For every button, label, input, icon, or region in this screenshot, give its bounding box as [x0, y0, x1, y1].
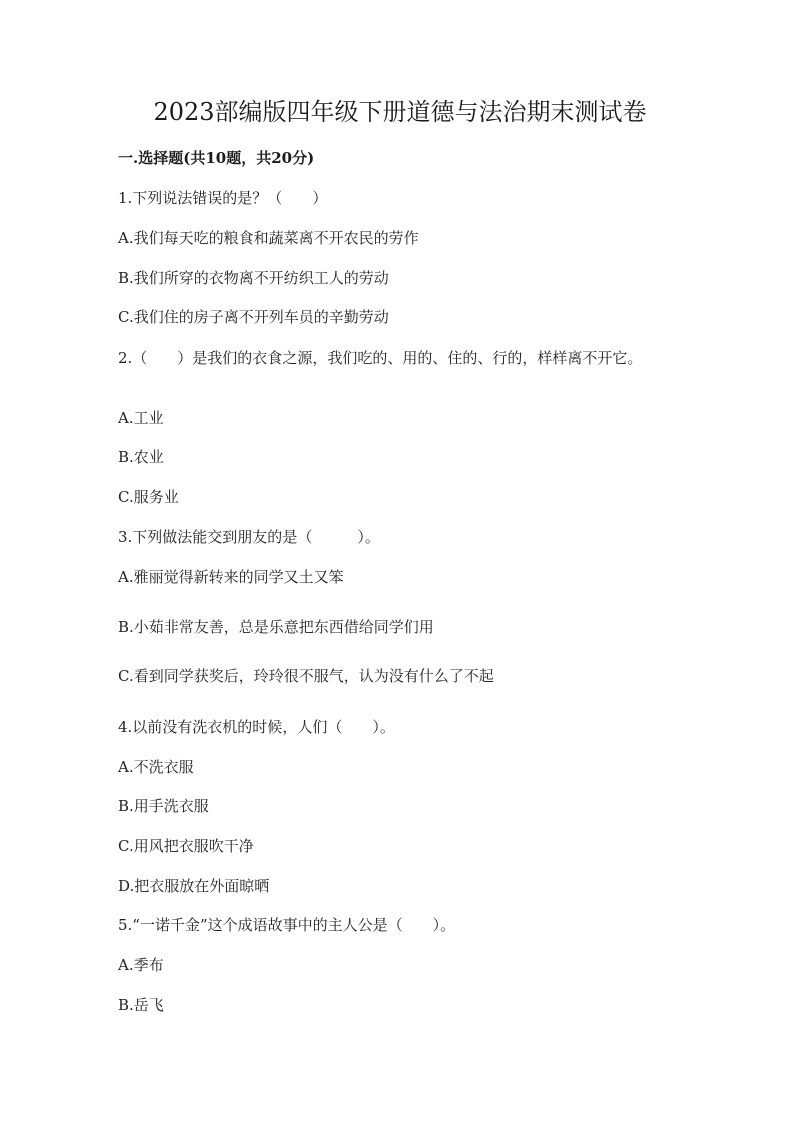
- question-5-option-a: A.季布: [118, 956, 164, 974]
- question-5-stem: 5.“一诺千金”这个成语故事中的主人公是（ ）。: [118, 916, 456, 934]
- question-1-option-a: A.我们每天吃的粮食和蔬菜离不开农民的劳作: [118, 229, 419, 247]
- question-5-option-b: B.岳飞: [118, 996, 164, 1014]
- question-2-option-a: A.工业: [118, 409, 164, 427]
- question-2-option-c: C.服务业: [118, 488, 179, 506]
- question-3-option-a: A.雅丽觉得新转来的同学又土又笨: [118, 568, 344, 586]
- section-heading: 一.选择题(共10题，共20分): [118, 149, 315, 167]
- question-3-option-c: C.看到同学获奖后，玲玲很不服气，认为没有什么了不起: [118, 667, 494, 685]
- question-4-option-b: B.用手洗衣服: [118, 797, 209, 815]
- question-4-stem: 4.以前没有洗衣机的时候，人们（ ）。: [118, 718, 395, 736]
- page-title: 2023部编版四年级下册道德与法治期末测试卷: [153, 98, 647, 126]
- question-4-option-d: D.把衣服放在外面晾晒: [118, 877, 270, 895]
- question-2-stem: 2.（ ）是我们的衣食之源，我们吃的、用的、住的、行的，样样离不开它。: [118, 349, 643, 367]
- question-1-option-c: C.我们住的房子离不开列车员的辛勤劳动: [118, 308, 389, 326]
- question-4-option-c: C.用风把衣服吹干净: [118, 837, 254, 855]
- question-1-option-b: B.我们所穿的衣物离不开纺织工人的劳动: [118, 269, 389, 287]
- question-3-stem: 3.下列做法能交到朋友的是（ ）。: [118, 528, 380, 546]
- question-2-option-b: B.农业: [118, 448, 164, 466]
- question-1-stem: 1.下列说法错误的是？（ ）: [118, 189, 328, 207]
- question-3-option-b: B.小茹非常友善，总是乐意把东西借给同学们用: [118, 618, 434, 636]
- question-4-option-a: A.不洗衣服: [118, 758, 194, 776]
